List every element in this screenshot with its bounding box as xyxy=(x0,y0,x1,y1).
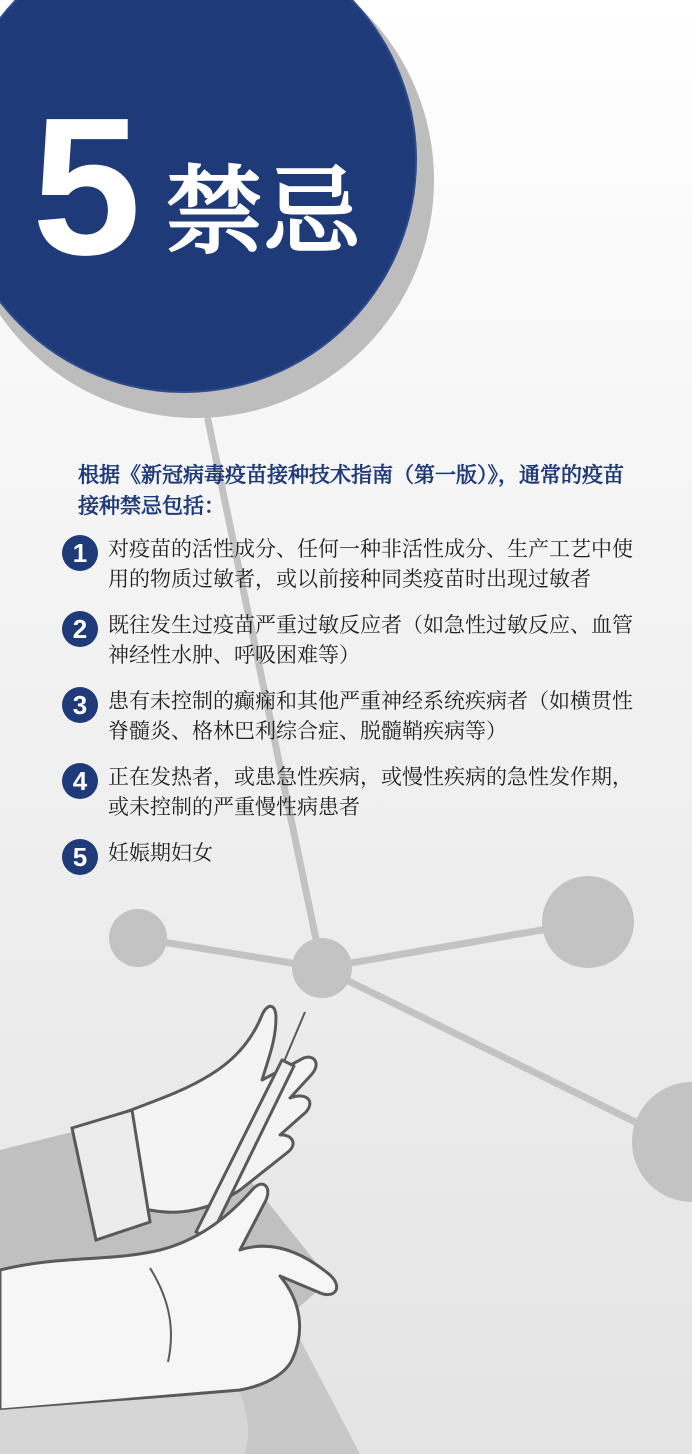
contraindication-list xyxy=(62,534,648,884)
list-item-text: 患有未控制的癫痫和其他严重神经系统疾病者（如横贯性脊髓炎、格林巴利综合症、脱髓鞘疾病等） xyxy=(108,689,633,743)
list-item-text: 妊娠期妇女 xyxy=(108,841,213,865)
list-item xyxy=(62,610,648,670)
list-item xyxy=(62,534,648,594)
page-title xyxy=(28,77,428,302)
number-badge: 1 xyxy=(62,535,98,571)
list-item xyxy=(62,838,648,872)
list-item-text: 对疫苗的活性成分、任何一种非活性成分、生产工艺中使用的物质过敏者，或以前接种同类疫苗时出现过敏者 xyxy=(108,537,633,591)
molecule-node xyxy=(292,938,352,998)
number-badge: 4 xyxy=(62,763,98,799)
molecule-node xyxy=(632,1082,692,1202)
title-number: 5 xyxy=(32,77,138,296)
molecule-node xyxy=(109,909,167,967)
list-item xyxy=(62,762,648,822)
molecule-node xyxy=(542,876,634,968)
list-item-text: 正在发热者，或患急性疾病，或慢性疾病的急性发作期，或未控制的严重慢性病患者 xyxy=(108,765,633,819)
number-badge: 5 xyxy=(62,839,98,875)
intro-text: 根据《新冠病毒疫苗接种技术指南（第一版）》，通常的疫苗接种禁忌包括： xyxy=(78,463,624,518)
list-item xyxy=(62,686,648,746)
gloved-hands-syringe xyxy=(0,1006,360,1454)
title-word: 禁忌 xyxy=(166,156,362,268)
list-item-text: 既往发生过疫苗严重过敏反应者（如急性过敏反应、血管神经性水肿、呼吸困难等） xyxy=(108,613,633,667)
number-badge: 2 xyxy=(62,611,98,647)
number-badge: 3 xyxy=(62,687,98,723)
